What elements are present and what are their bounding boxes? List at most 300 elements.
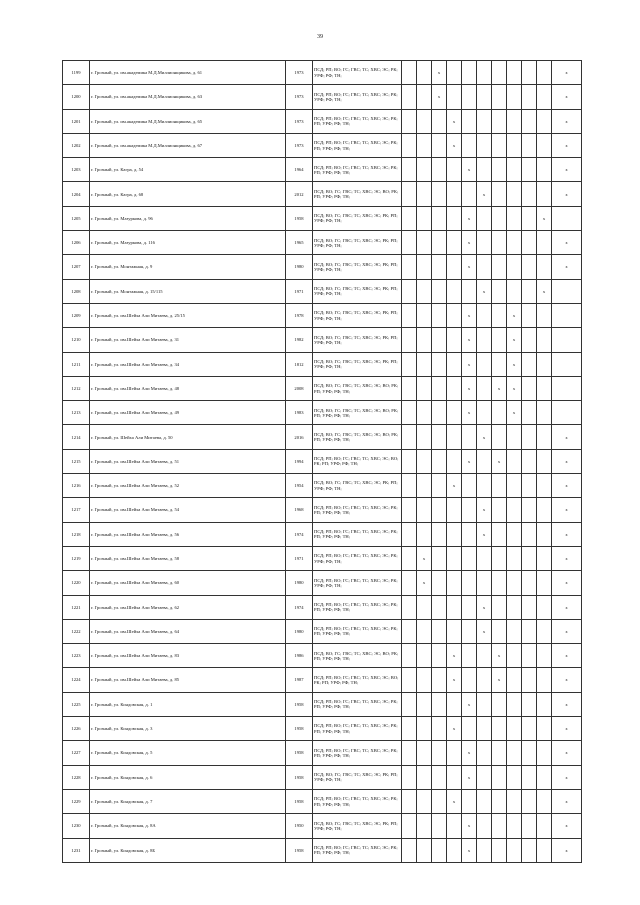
build-year-cell: 1980 (286, 255, 313, 279)
mark-symbol: х (452, 118, 456, 124)
mark-cell (447, 838, 462, 862)
mark-cell (537, 498, 552, 522)
address-cell: г. Грозный, ул. им.Шейха Али Митаева, д. 56 (90, 522, 286, 546)
mark-cell (432, 255, 447, 279)
services-cell: ПСД; РП; ВО; ГС; ГВС; ТС; ХВС; ЭС; РК; РП; УРФ; РФ; ТН; (313, 109, 402, 133)
mark-cell (447, 231, 462, 255)
mark-cell (552, 644, 582, 668)
mark-symbol: х (565, 628, 568, 634)
mark-symbol: х (565, 750, 568, 756)
mark-symbol: х (565, 142, 568, 148)
table-row (63, 644, 582, 668)
services-cell: ПСД; РП; ВО; ГС; ГВС; ТС; ХВС; ЭС; РК; РП; УРФ; РФ; ТН; (313, 133, 402, 157)
mark-cell (492, 692, 507, 716)
mark-cell (552, 741, 582, 765)
mark-symbol: х (565, 483, 568, 489)
mark-cell (447, 206, 462, 230)
mark-cell (462, 692, 477, 716)
mark-cell (462, 352, 477, 376)
mark-cell (462, 522, 477, 546)
build-year-cell: 1958 (286, 765, 313, 789)
mark-cell (402, 474, 417, 498)
mark-cell (492, 595, 507, 619)
mark-symbol: х (512, 313, 516, 319)
mark-symbol: х (482, 288, 486, 294)
table-row (63, 522, 582, 546)
mark-cell (522, 644, 537, 668)
mark-cell (522, 449, 537, 473)
mark-cell (432, 717, 447, 741)
mark-cell (477, 158, 492, 182)
build-year-cell: 1982 (286, 328, 313, 352)
mark-cell (432, 741, 447, 765)
mark-cell (552, 717, 582, 741)
mark-cell (462, 814, 477, 838)
mark-cell (447, 644, 462, 668)
mark-cell (537, 644, 552, 668)
mark-cell (417, 61, 432, 85)
address-cell: г. Грозный, ул. Монтажная, д. 15/115 (90, 279, 286, 303)
services-cell: ПСД; РП; ВО; ГС; ГВС; ТС; ХВС; ЭС; РК; РП; УРФ; РФ; ТН; (313, 717, 402, 741)
services-cell: ПСД; ВО; ГС; ГВС; ТС; ХВС; ЭС; РК; РП; УРФ; РФ; ТН; (313, 352, 402, 376)
services-cell: ПСД; РП; ВО; ГС; ГВС; ТС; ХВС; ЭС; РК; РП; УРФ; РФ; ТН; (313, 741, 402, 765)
mark-cell (477, 85, 492, 109)
mark-cell (552, 425, 582, 449)
mark-symbol: х (482, 628, 486, 634)
mark-cell (552, 765, 582, 789)
mark-cell (522, 376, 537, 400)
row-number-cell: 1211 (63, 352, 90, 376)
mark-cell (507, 352, 522, 376)
mark-cell (492, 765, 507, 789)
mark-cell (432, 376, 447, 400)
table-row (63, 206, 582, 230)
mark-cell (492, 255, 507, 279)
services-cell: ПСД; РП; ВО; ГС; ГВС; ТС; ХВС; ЭС; ВО; РК; РП; УРФ; РФ; ТН; (313, 449, 402, 473)
table-row (63, 474, 582, 498)
mark-symbol: х (565, 555, 568, 561)
table-row (63, 61, 582, 85)
mark-cell (417, 789, 432, 813)
build-year-cell: 1958 (286, 206, 313, 230)
services-cell: ПСД; РП; ВО; ГС; ГВС; ТС; ХВС; ЭС; РК; РП; УРФ; РФ; ТН; (313, 789, 402, 813)
mark-cell (477, 619, 492, 643)
mark-cell (477, 279, 492, 303)
mark-cell (462, 182, 477, 206)
mark-cell (522, 352, 537, 376)
build-year-cell: 1964 (286, 158, 313, 182)
address-cell: г. Грозный, ул. им.академика М.Д.Миллионщикова, д. 63 (90, 85, 286, 109)
services-cell: ПСД; РП; ВО; ГС; ГВС; ТС; ХВС; ЭС; ВО; РК; РП; УРФ; РФ; ТН; (313, 668, 402, 692)
mark-cell (522, 474, 537, 498)
mark-cell (522, 546, 537, 570)
mark-cell (507, 425, 522, 449)
address-cell: г. Грозный, ул. им.Шейха Али Митаева, д. 34 (90, 352, 286, 376)
mark-symbol: х (542, 215, 546, 221)
address-cell: г. Грозный, ул. им.Шейха Али Митаева, д. 52 (90, 474, 286, 498)
mark-cell (507, 255, 522, 279)
mark-cell (462, 838, 477, 862)
mark-cell (537, 109, 552, 133)
mark-cell (447, 814, 462, 838)
table-row (63, 425, 582, 449)
mark-cell (462, 206, 477, 230)
mark-cell (477, 789, 492, 813)
mark-cell (492, 789, 507, 813)
mark-cell (492, 668, 507, 692)
mark-cell (552, 789, 582, 813)
mark-cell (462, 741, 477, 765)
services-cell: ПСД; ВО; ГС; ГВС; ТС; ХВС; ЭС; ВО; РК; РП; УРФ; РФ; ТН; (313, 376, 402, 400)
mark-cell (402, 595, 417, 619)
address-cell: г. Грозный, ул. им.Шейха Али Митаева, д. 31 (90, 328, 286, 352)
mark-symbol: х (452, 483, 456, 489)
mark-cell (447, 619, 462, 643)
mark-cell (537, 158, 552, 182)
mark-cell (552, 279, 582, 303)
mark-cell (402, 231, 417, 255)
mark-cell (477, 303, 492, 327)
mark-symbol: х (542, 288, 546, 294)
mark-symbol: х (482, 531, 486, 537)
mark-cell (552, 571, 582, 595)
row-number-cell: 1214 (63, 425, 90, 449)
mark-cell (552, 449, 582, 473)
mark-cell (417, 522, 432, 546)
mark-cell (477, 595, 492, 619)
mark-cell (432, 692, 447, 716)
build-year-cell: 1973 (286, 109, 313, 133)
table-row (63, 668, 582, 692)
mark-symbol: х (467, 337, 471, 343)
table-row (63, 595, 582, 619)
mark-cell (537, 595, 552, 619)
row-number-cell: 1212 (63, 376, 90, 400)
mark-cell (522, 255, 537, 279)
mark-cell (537, 133, 552, 157)
mark-cell (492, 158, 507, 182)
mark-symbol: х (565, 726, 568, 732)
mark-cell (492, 449, 507, 473)
services-cell: ПСД; РП; ВО; ГС; ГВС; ТС; ХВС; ЭС; РК; РП; УРФ; РФ; ТН; (313, 522, 402, 546)
mark-cell (402, 182, 417, 206)
mark-cell (402, 789, 417, 813)
mark-cell (447, 789, 462, 813)
address-cell: г. Грозный, ул. Кондовская, д. 8Б (90, 838, 286, 862)
mark-cell (507, 668, 522, 692)
mark-symbol: х (452, 677, 456, 683)
mark-cell (492, 61, 507, 85)
address-cell: г. Грозный, ул. Монтажная, д. 9 (90, 255, 286, 279)
mark-cell (402, 498, 417, 522)
mark-cell (507, 571, 522, 595)
mark-cell (402, 133, 417, 157)
mark-cell (477, 644, 492, 668)
mark-cell (507, 206, 522, 230)
mark-cell (477, 206, 492, 230)
mark-cell (447, 133, 462, 157)
mark-cell (537, 717, 552, 741)
mark-cell (432, 328, 447, 352)
mark-cell (537, 206, 552, 230)
services-cell: ПСД; ВО; ГС; ГВС; ТС; ХВС; ЭС; РК; РП; УРФ; РФ; ТН; (313, 474, 402, 498)
mark-cell (537, 279, 552, 303)
mark-cell (447, 401, 462, 425)
table-row (63, 401, 582, 425)
mark-cell (552, 546, 582, 570)
mark-cell (432, 814, 447, 838)
mark-cell (522, 328, 537, 352)
mark-cell (477, 571, 492, 595)
services-cell: ПСД; РП; ВО; ГС; ГВС; ТС; ХВС; ЭС; РК; УРФ; РФ; ТН; (313, 85, 402, 109)
mark-cell (402, 328, 417, 352)
services-cell: ПСД; РП; ВО; ГС; ГВС; ТС; ХВС; ЭС; РК; РП; УРФ; РФ; ТН; (313, 595, 402, 619)
address-cell: г. Грозный, ул. им.Шейха Али Митаева, д. 49 (90, 401, 286, 425)
mark-cell (447, 109, 462, 133)
mark-cell (507, 595, 522, 619)
mark-cell (462, 571, 477, 595)
row-number-cell: 1218 (63, 522, 90, 546)
mark-cell (522, 717, 537, 741)
mark-symbol: х (467, 313, 471, 319)
mark-cell (477, 401, 492, 425)
mark-cell (507, 109, 522, 133)
row-number-cell: 1228 (63, 765, 90, 789)
mark-cell (432, 474, 447, 498)
build-year-cell: 1973 (286, 133, 313, 157)
address-cell: г. Грозный, ул. им.Шейха Али Митаева, д. 58 (90, 546, 286, 570)
mark-cell (447, 303, 462, 327)
build-year-cell: 1978 (286, 303, 313, 327)
mark-cell (447, 158, 462, 182)
mark-cell (432, 546, 447, 570)
mark-cell (507, 838, 522, 862)
mark-cell (522, 158, 537, 182)
mark-cell (417, 741, 432, 765)
mark-cell (402, 206, 417, 230)
table-row (63, 619, 582, 643)
mark-cell (507, 449, 522, 473)
mark-cell (522, 182, 537, 206)
mark-cell (552, 158, 582, 182)
mark-cell (552, 376, 582, 400)
mark-cell (477, 449, 492, 473)
mark-cell (402, 522, 417, 546)
address-cell: г. Грозный, ул. им.Шейха Али Митаева, д. 64 (90, 619, 286, 643)
mark-cell (537, 231, 552, 255)
row-number-cell: 1220 (63, 571, 90, 595)
mark-symbol: х (482, 604, 486, 610)
mark-symbol: х (482, 191, 486, 197)
table-row (63, 158, 582, 182)
build-year-cell: 1974 (286, 595, 313, 619)
mark-cell (552, 401, 582, 425)
mark-cell (522, 692, 537, 716)
row-number-cell: 1221 (63, 595, 90, 619)
build-year-cell: 2012 (286, 182, 313, 206)
table-row (63, 376, 582, 400)
mark-cell (462, 158, 477, 182)
mark-cell (432, 595, 447, 619)
mark-symbol: х (565, 653, 568, 659)
mark-cell (537, 61, 552, 85)
mark-cell (552, 619, 582, 643)
mark-cell (552, 474, 582, 498)
mark-cell (552, 814, 582, 838)
mark-cell (447, 61, 462, 85)
mark-cell (492, 133, 507, 157)
table-row (63, 498, 582, 522)
mark-cell (537, 765, 552, 789)
mark-cell (462, 644, 477, 668)
mark-cell (432, 182, 447, 206)
mark-cell (447, 352, 462, 376)
mark-cell (507, 61, 522, 85)
mark-cell (417, 303, 432, 327)
mark-cell (447, 255, 462, 279)
mark-cell (477, 231, 492, 255)
mark-symbol: х (452, 798, 456, 804)
row-number-cell: 1231 (63, 838, 90, 862)
mark-cell (492, 717, 507, 741)
row-number-cell: 1223 (63, 644, 90, 668)
mark-cell (477, 522, 492, 546)
row-number-cell: 1205 (63, 206, 90, 230)
mark-cell (402, 449, 417, 473)
mark-cell (537, 741, 552, 765)
mark-symbol: х (565, 580, 568, 586)
mark-cell (447, 668, 462, 692)
mark-cell (477, 133, 492, 157)
mark-cell (477, 376, 492, 400)
row-number-cell: 1207 (63, 255, 90, 279)
mark-symbol: х (565, 240, 568, 246)
mark-cell (417, 376, 432, 400)
table-body (63, 61, 582, 863)
mark-cell (447, 449, 462, 473)
mark-cell (552, 109, 582, 133)
mark-cell (447, 376, 462, 400)
address-cell: г. Грозный, ул. Кондовская, д. 3 (90, 717, 286, 741)
mark-cell (552, 595, 582, 619)
mark-symbol: х (452, 726, 456, 732)
mark-cell (417, 814, 432, 838)
mark-cell (507, 158, 522, 182)
row-number-cell: 1209 (63, 303, 90, 327)
mark-cell (462, 668, 477, 692)
table-row (63, 814, 582, 838)
mark-cell (507, 231, 522, 255)
mark-cell (537, 85, 552, 109)
mark-cell (522, 206, 537, 230)
mark-cell (492, 498, 507, 522)
mark-cell (507, 401, 522, 425)
mark-symbol: х (565, 507, 568, 513)
mark-cell (402, 619, 417, 643)
address-cell: г. Грозный, ул. Кондовская, д. 7 (90, 789, 286, 813)
mark-symbol: х (422, 555, 426, 561)
address-cell: г. Грозный, ул. Кондовская, д. 1 (90, 692, 286, 716)
mark-cell (402, 279, 417, 303)
mark-cell (492, 522, 507, 546)
mark-cell (492, 303, 507, 327)
mark-cell (492, 571, 507, 595)
mark-cell (492, 279, 507, 303)
mark-cell (402, 303, 417, 327)
mark-symbol: х (497, 677, 501, 683)
table-row (63, 546, 582, 570)
mark-cell (477, 814, 492, 838)
mark-cell (477, 546, 492, 570)
mark-cell (537, 692, 552, 716)
page-number: 39 (317, 34, 323, 40)
mark-cell (432, 522, 447, 546)
build-year-cell: 1950 (286, 814, 313, 838)
mark-cell (477, 474, 492, 498)
row-number-cell: 1210 (63, 328, 90, 352)
mark-cell (522, 522, 537, 546)
services-cell: ПСД; ВО; ГС; ГВС; ТС; ХВС; ЭС; РК; РП; УРФ; РФ; ТН; (313, 765, 402, 789)
services-cell: ПСД; РП; ВО; ГС; ГВС; ТС; ХВС; ЭС; РК; УРФ; РФ; ТН; (313, 571, 402, 595)
table-row (63, 449, 582, 473)
row-number-cell: 1202 (63, 133, 90, 157)
mark-cell (447, 85, 462, 109)
mark-cell (462, 279, 477, 303)
build-year-cell: 1971 (286, 546, 313, 570)
build-year-cell: 1958 (286, 789, 313, 813)
mark-symbol: х (467, 458, 471, 464)
mark-cell (507, 303, 522, 327)
mark-cell (447, 182, 462, 206)
mark-symbol: х (565, 434, 568, 440)
mark-cell (507, 376, 522, 400)
mark-cell (462, 376, 477, 400)
mark-symbol: х (467, 823, 471, 829)
mark-symbol: х (565, 167, 568, 173)
row-number-cell: 1219 (63, 546, 90, 570)
mark-cell (402, 741, 417, 765)
mark-cell (402, 85, 417, 109)
mark-cell (402, 692, 417, 716)
mark-cell (417, 328, 432, 352)
mark-symbol: х (467, 264, 471, 270)
row-number-cell: 1213 (63, 401, 90, 425)
mark-cell (507, 498, 522, 522)
mark-cell (522, 765, 537, 789)
mark-cell (432, 425, 447, 449)
mark-cell (522, 109, 537, 133)
mark-cell (537, 522, 552, 546)
row-number-cell: 1200 (63, 85, 90, 109)
mark-cell (447, 717, 462, 741)
mark-cell (417, 85, 432, 109)
mark-cell (447, 741, 462, 765)
mark-cell (537, 571, 552, 595)
mark-cell (522, 85, 537, 109)
mark-cell (507, 692, 522, 716)
mark-cell (447, 692, 462, 716)
build-year-cell: 1958 (286, 717, 313, 741)
mark-cell (552, 303, 582, 327)
mark-cell (402, 546, 417, 570)
row-number-cell: 1225 (63, 692, 90, 716)
housing-register-table (62, 60, 582, 863)
mark-cell (522, 571, 537, 595)
table-row (63, 109, 582, 133)
mark-cell (447, 498, 462, 522)
mark-cell (417, 838, 432, 862)
mark-cell (462, 595, 477, 619)
